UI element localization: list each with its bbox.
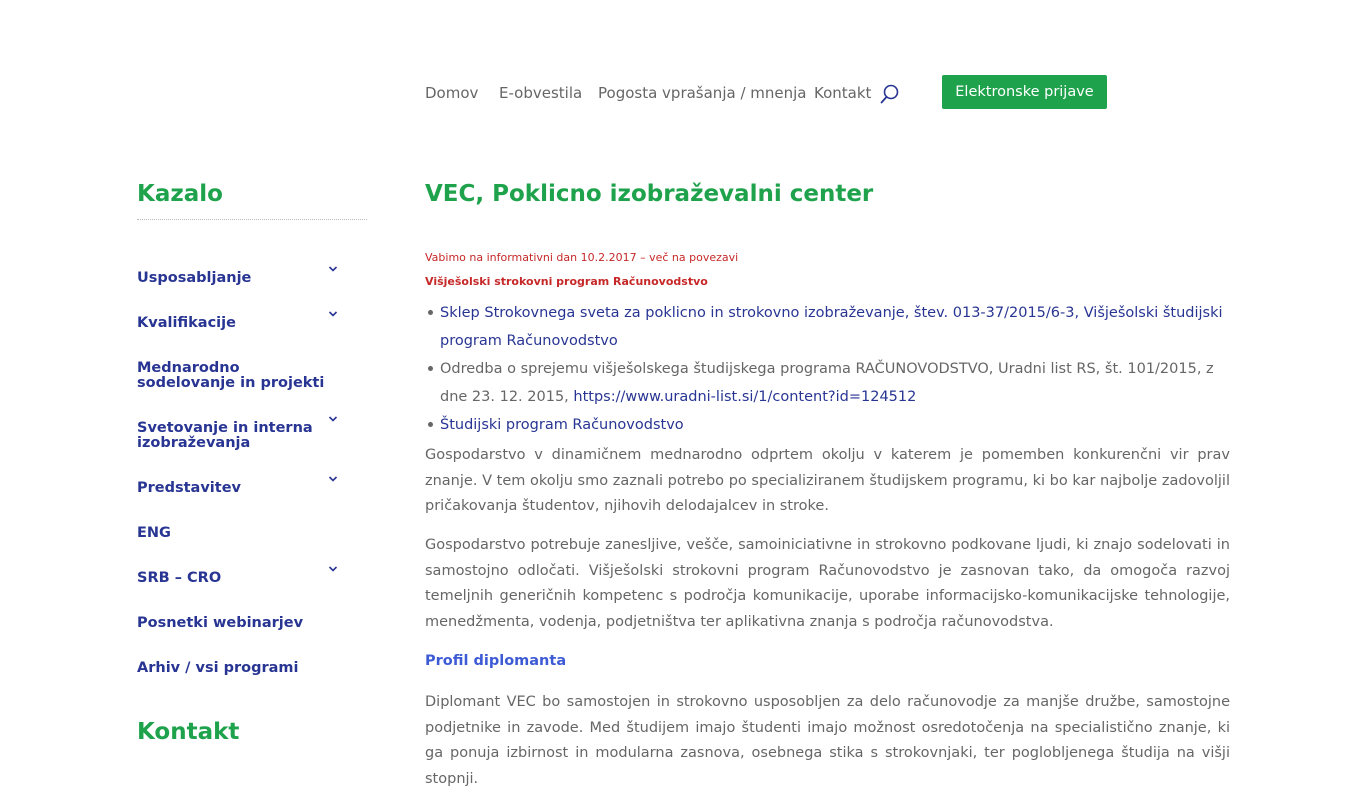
sidebar-item-usposabljanje[interactable]: Usposabljanje xyxy=(137,270,252,286)
sidebar-item-mednarodno-sodelovanje[interactable]: Mednarodno sodelovanje in projekti xyxy=(137,360,325,391)
sidebar-item-eng[interactable]: ENG xyxy=(137,525,171,541)
uradni-list-link[interactable]: https://www.uradni-list.si/1/content?id=124512 xyxy=(573,389,917,405)
intro-paragraph: Gospodarstvo v dinamičnem mednarodno odprtem okolju v katerem je pomemben konkurenčni vir prav znanje. V tem okolju smo zaznali potrebo po specializiranem študijskem programu, ki bo kar najbolje zadovoljil pričakovanja študentov, njihovih delodajalcev in stroke. xyxy=(425,447,1230,514)
sidebar-item-posnetki-webinarjev[interactable]: Posnetki webinarjev xyxy=(137,615,304,631)
chevron-down-icon[interactable] xyxy=(328,415,338,423)
list-item xyxy=(440,411,1230,439)
odredba-text: Odredba o sprejemu višješolskega študijskega programa RAČUNOVODSTVO, Uradni list RS, št. 101/2015, z dne 23. 12. 2015, xyxy=(440,361,1214,405)
nav-pogosta-vprasanja[interactable]: Pogosta vprašanja / mnenja xyxy=(598,84,807,102)
profil-paragraph: Diplomant VEC bo samostojen in strokovno usposobljen za delo računovodje za manjše družbe, samostojne podjetnike in zavode. Med študijem imajo študenti imajo možnost osredotočenja na specialistično znanje, ki ga ponuja izbirnost in modularna zasnova, osebnega stika s strokovnjaki, ter poglobljenega študija na višji stopnji. xyxy=(425,694,1230,787)
nav-e-obvestila[interactable]: E-obvestila xyxy=(499,84,583,102)
nav-domov[interactable]: Domov xyxy=(425,84,479,102)
studijski-program-link[interactable]: Študijski program Računovodstvo xyxy=(440,417,684,433)
profil-diplomanta-heading: Profil diplomanta xyxy=(425,653,567,669)
list-item xyxy=(440,355,1230,411)
page-title: VEC, Poklicno izobraževalni center xyxy=(425,181,874,207)
sidebar-item-arhiv[interactable]: Arhiv / vsi programi xyxy=(137,660,299,676)
nav-kontakt[interactable]: Kontakt xyxy=(814,84,872,102)
chevron-down-icon[interactable] xyxy=(328,265,338,273)
sidebar-divider xyxy=(137,219,367,220)
chevron-down-icon[interactable] xyxy=(328,565,338,573)
elektronske-prijave-button[interactable]: Elektronske prijave xyxy=(942,75,1107,109)
sklep-link[interactable]: Sklep Strokovnega sveta za poklicno in strokovno izobraževanje, štev. 013-37/2015/6-3, Višješolski študijski program Računovodstvo xyxy=(440,305,1223,349)
sidebar-item-predstavitev[interactable]: Predstavitev xyxy=(137,480,241,496)
document-list xyxy=(425,299,1230,439)
chevron-down-icon[interactable] xyxy=(328,475,338,483)
search-icon[interactable] xyxy=(879,83,901,105)
sidebar-item-kvalifikacije[interactable]: Kvalifikacije xyxy=(137,315,236,331)
informativni-dan-link[interactable]: Vabimo na informativni dan 10.2.2017 – več na povezavi xyxy=(425,251,739,264)
list-item xyxy=(440,299,1230,355)
sidebar-contact-title: Kontakt xyxy=(137,719,240,745)
sidebar-item-srb-cro[interactable]: SRB – CRO xyxy=(137,570,222,586)
chevron-down-icon[interactable] xyxy=(328,310,338,318)
program-notice: Višješolski strokovni program Računovodstvo xyxy=(425,275,708,288)
sidebar-item-svetovanje[interactable]: Svetovanje in interna izobraževanja xyxy=(137,420,313,451)
program-paragraph: Gospodarstvo potrebuje zanesljive, vešče, samoiniciativne in strokovno podkovane ljudi, ki znajo sodelovati in samostojno odločati. Višješolski strokovni program Računovodstvo je zasnovan tako, da omogoča razvoj temeljnih generičnih kompetenc s področja komunikacije, uporabe informacijsko-komunikacijske tehnologije, menedžmenta, vodenja, podjetništva ter aplikativna znanja s področja računovodstva. xyxy=(425,537,1230,630)
sidebar-title: Kazalo xyxy=(137,181,223,207)
